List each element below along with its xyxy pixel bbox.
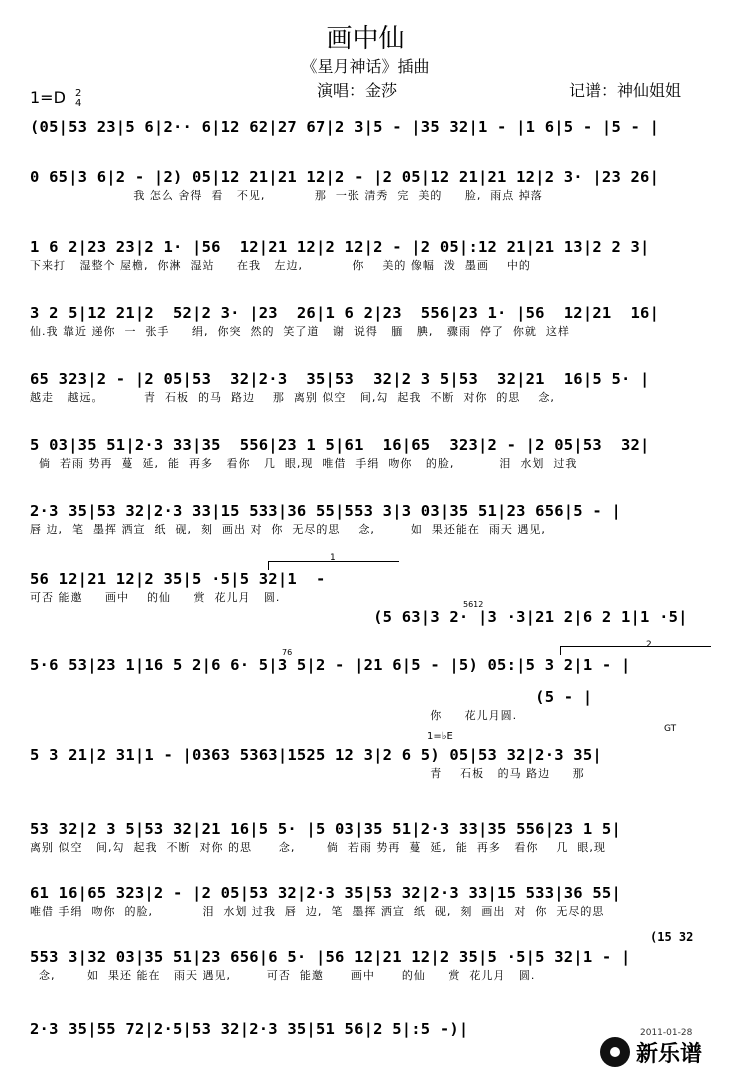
score-line-4 — [30, 302, 710, 340]
score-line-6 — [30, 434, 710, 472]
lyrics-11: 你 花儿月圆. — [30, 709, 518, 722]
lyrics-6: 倘 若雨 势再 蔓 延, 能 再多 看你 几 眼,现 唯借 手绢 吻你 的脸, 泪 水划 过我 — [30, 457, 578, 470]
lyrics-2: 我 怎么 舍得 看 不见, 那 一张 清秀 完 美的 脸, 雨点 掉落 — [30, 189, 543, 202]
score-line-2 — [30, 166, 710, 204]
lyrics-3: 下来打 湿整个 屋檐, 你淋 湿站 在我 左边, 你 美的 像幅 泼 墨画 中的 — [30, 259, 531, 272]
key-label: 1=D — [30, 88, 66, 107]
page-title: 画中仙 — [326, 24, 405, 54]
notes-1: (05|53 23|5 6|2·· 6|12 62|27 67|2 3|5 - |35 32|1 - |1 6|5 - |5 - | — [30, 118, 660, 136]
score-line-5 — [30, 368, 710, 406]
transcriber-credit: 记谱：神仙姐姐 — [569, 81, 682, 100]
disc-icon — [600, 1037, 630, 1067]
score-line-15 — [30, 946, 710, 984]
score-line-1 — [30, 116, 710, 154]
notes-14: 61 16|65 323|2 - |2 05|53 32|2·3 35|53 32|2·3 33|15 533|36 55| — [30, 884, 621, 902]
lyrics-4: 仙.我 靠近 递你 一 张手 绢, 你突 然的 笑了道 谢 说得 腼 腆, 骤雨 停了 你就 这样 — [30, 325, 570, 338]
time-signature — [75, 89, 81, 109]
logo-text: 新乐谱 — [636, 1041, 703, 1067]
notes-9: (5 63|3 2· |3 ·3|21 2|6 2 1|1 ·5| — [30, 608, 688, 626]
notes-5: 65 323|2 - |2 05|53 32|2·3 35|53 32|2 3 5|53 32|21 16|5 5· | — [30, 370, 650, 388]
notes-7: 2·3 35|53 32|2·3 33|15 533|36 55|553 3|3 03|35 51|23 656|5 - | — [30, 502, 621, 520]
time-bottom: 4 — [75, 97, 82, 109]
notes-13: 53 32|2 3 5|53 32|21 16|5 5· |5 03|35 51|2·3 33|35 556|23 1 5| — [30, 820, 621, 838]
lyrics-15: 念, 如 果还 能在 雨天 遇见, 可否 能邀 画中 的仙 赏 花儿月 圆. — [30, 969, 536, 982]
lyrics-8: 可否 能邀 画中 的仙 赏 花儿月 圆. — [30, 591, 281, 604]
notes-12: 5 3 21|2 31|1 - |0363 5363|1525 12 3|2 6 5) 05|53 32|2·3 35| — [30, 746, 602, 764]
volta-2-label: 2 — [646, 640, 652, 650]
notes-11: (5 - | — [30, 688, 593, 706]
lyrics-7: 唇 边, 笔 墨挥 洒宣 纸 砚, 刻 画出 对 你 无尽的思 念, 如 果还能在 雨天 遇见, — [30, 523, 546, 536]
notes-2: 0 65|3 6|2 - |2) 05|12 21|21 12|2 - |2 05|12 21|21 12|2 3· |23 26| — [30, 168, 660, 186]
gt-mark: GT — [664, 724, 677, 734]
score-line-14 — [30, 882, 710, 920]
lyrics-13: 离别 似空 间,勾 起我 不断 对你 的思 念, 倘 若雨 势再 蔓 延, 能 再多 看你 几 眼,现 — [30, 841, 606, 854]
key-change-mark: 1=♭E — [427, 731, 453, 742]
score-line-10 — [30, 654, 710, 676]
page-subtitle: 《星月神话》插曲 — [301, 57, 430, 76]
notes-16: 2·3 35|55 72|2·5|53 32|2·3 35|51 56|2 5|:5 -)| — [30, 1020, 469, 1038]
volta-1-label: 1 — [330, 553, 336, 563]
score-line-12 — [30, 744, 710, 782]
score-line-3 — [30, 236, 710, 274]
time-top: 2 — [75, 87, 82, 99]
score-line-8 — [30, 568, 710, 606]
notes-3: 1 6 2|23 23|2 1· |56 12|21 12|2 12|2 - |2 05|:12 21|21 13|2 2 3| — [30, 238, 650, 256]
notes-8: 56 12|21 12|2 35|5 ·5|5 32|1 - — [30, 570, 326, 588]
score-line-13 — [30, 818, 710, 856]
site-logo — [600, 1035, 728, 1069]
score-line-7 — [30, 500, 710, 538]
lyrics-14: 唯借 手绢 吻你 的脸, 泪 水划 过我 唇 边, 笔 墨挥 洒宣 纸 砚, 刻 画出 对 你 无尽的思 — [30, 905, 605, 918]
notes-15: 553 3|32 03|35 51|23 656|6 5· |56 12|21 12|2 35|5 ·5|5 32|1 - | — [30, 948, 631, 966]
notes-10: 5·6 53|23 1|16 5 2|6 6· 5|3 5|2 - |21 6|5 - |5) 05:|5 3 2|1 - | — [30, 656, 631, 674]
key-signature — [30, 88, 81, 109]
notes-6: 5 03|35 51|2·3 33|35 556|23 1 5|61 16|65 323|2 - |2 05|53 32| — [30, 436, 650, 454]
grace-note-b: 76 — [282, 648, 293, 657]
paren-notes: (15 32 — [650, 930, 694, 944]
notes-4: 3 2 5|12 21|2 52|2 3· |23 26|1 6 2|23 556|23 1· |56 12|21 16| — [30, 304, 660, 322]
lyrics-1 — [30, 138, 710, 154]
footer-date: 2011-01-28 — [640, 1028, 693, 1038]
lyrics-12: 青 石板 的马 路边 那 — [30, 767, 585, 780]
grace-note-a: 5612 — [463, 600, 484, 609]
singer-credit: 演唱：金莎 — [317, 81, 398, 100]
score-line-11 — [30, 686, 710, 724]
score-line-9 — [30, 606, 710, 628]
lyrics-5: 越走 越远。 青 石板 的马 路边 那 离别 似空 间,勾 起我 不断 对你 的思 念, — [30, 391, 555, 404]
